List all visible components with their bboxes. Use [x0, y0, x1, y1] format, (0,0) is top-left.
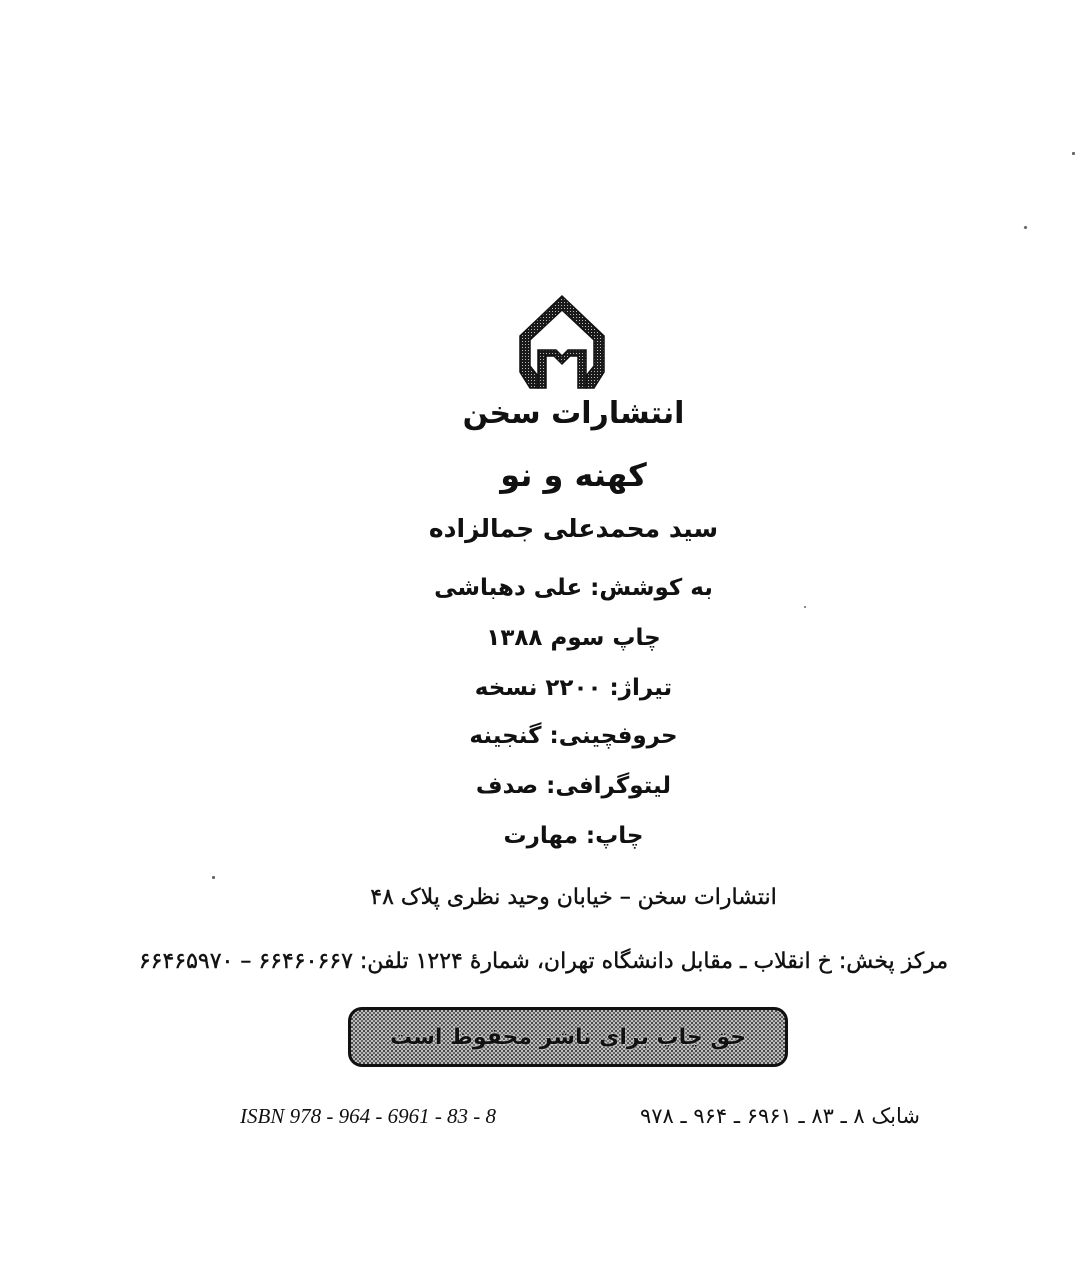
book-author: سید محمدعلی جمالزاده — [428, 514, 719, 543]
scan-speck — [212, 876, 215, 879]
publisher-address: انتشارات سخن – خیابان وحید نظری پلاک ۴۸ — [370, 885, 777, 910]
copyright-notice: حق چاپ برای ناشر محفوظ است — [389, 1024, 747, 1050]
isbn-row — [240, 1098, 920, 1134]
isbn-latin: ISBN 978 - 964 - 6961 - 83 - 8 — [240, 1104, 497, 1128]
scan-speck — [804, 606, 806, 608]
print-run-credit: تیراژ: ۲۲۰۰ نسخه — [474, 675, 673, 701]
distribution-center: مرکز پخش: خ انقلاب ـ مقابل دانشگاه تهران، شمارهٔ ۱۲۲۴ تلفن: ۶۶۴۶۰۶۶۷ – ۶۶۴۶۵۹۷۰ — [138, 949, 949, 974]
scan-speck — [1072, 152, 1075, 155]
lithography-credit: لیتوگرافی: صدف — [475, 773, 672, 799]
book-title: کهنه و نو — [500, 456, 647, 494]
copyright-notice-box — [348, 1007, 788, 1067]
scan-speck — [1023, 225, 1027, 229]
editor-credit: به کوشش: علی دهباشی — [434, 575, 713, 601]
publisher-logo-icon — [512, 292, 612, 396]
publisher-name: انتشارات سخن — [462, 396, 685, 431]
edition-credit: چاپ سوم ۱۳۸۸ — [486, 625, 661, 651]
printing-credit: چاپ: مهارت — [503, 823, 644, 849]
isbn-persian: شابک ۸ ـ ۸۳ ـ ۶۹۶۱ ـ ۹۶۴ ـ ۹۷۸ — [639, 1104, 920, 1128]
typesetting-credit: حروفچینی: گنجینه — [469, 723, 678, 749]
